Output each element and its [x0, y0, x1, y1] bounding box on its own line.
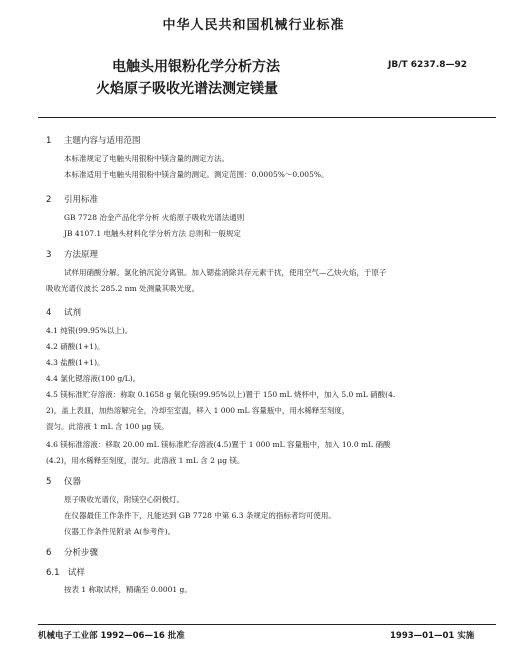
paragraph: 试样用硝酸分解。氯化钠沉淀分离银。加入锶盐消除共存元素干扰，使用空气—乙炔火焰，于原子	[64, 268, 387, 277]
paragraph: 2)，盖上表皿，加热溶解完全，冷却至室温，移入 1 000 mL 容量瓶中，用水稀释至刻度，	[46, 406, 350, 415]
section-title: 主题内容与适用范围	[64, 136, 141, 146]
paragraph: 仪器工作条件见附录 A(参考件)。	[64, 527, 176, 536]
footer-divider	[38, 624, 496, 625]
section-number: 4	[46, 308, 52, 318]
section-number: 2	[46, 195, 52, 205]
section-title: 试样	[68, 568, 86, 578]
section-heading	[46, 248, 98, 260]
document-title-line-1: 电触头用银粉化学分析方法	[112, 59, 280, 75]
section-number: 5	[46, 477, 52, 487]
paragraph: 按表 1 称取试样，精确至 0.0001 g。	[64, 585, 192, 594]
section-title: 分析步骤	[64, 548, 99, 558]
paragraph: JB 4107.1 电触头材料化学分析方法 总则和一般规定	[64, 229, 241, 238]
section-number: 3	[46, 250, 52, 260]
section-number: 1	[46, 136, 52, 146]
paragraph: 4.3 盐酸(1+1)。	[46, 358, 105, 367]
approval-date: 机械电子工业部 1992—06—16 批准	[38, 631, 185, 641]
section-title: 引用标准	[64, 195, 99, 205]
section-title: 仪器	[64, 477, 82, 487]
paragraph: 4.1 纯银(99.95%以上)。	[46, 326, 133, 335]
implementation-date: 1993—01—01 实施	[390, 631, 475, 641]
subsection-heading	[46, 566, 85, 578]
issuing-body: 中华人民共和国机械行业标准	[162, 18, 345, 33]
section-heading	[46, 134, 141, 146]
paragraph: 原子吸收光谱仪，附镁空心阴极灯。	[64, 495, 184, 504]
section-number: 6.1	[46, 568, 60, 578]
section-title: 方法原理	[64, 250, 99, 260]
paragraph: 4.5 镁标准贮存溶液：称取 0.1658 g 氧化镁(99.95%以上)置于 150 mL 烧杯中，加入 5.0 mL 硝酸(4.	[46, 390, 396, 399]
section-heading	[46, 546, 98, 558]
header-divider	[38, 117, 496, 118]
paragraph: 吸收光谱仪波长 285.2 nm 处测量其吸光度。	[46, 284, 200, 293]
paragraph: (4.2)，用水稀释至刻度，混匀。此溶液 1 mL 含 2 μg 镁。	[46, 456, 245, 465]
section-number: 6	[46, 548, 52, 558]
section-heading	[46, 193, 98, 205]
paragraph: 4.2 硝酸(1+1)。	[46, 342, 105, 351]
paragraph: 4.6 镁标准溶液：移取 20.00 mL 镁标准贮存溶液(4.5)置于 1 000 mL 容量瓶中，加入 10.0 mL 硝酸	[46, 440, 391, 449]
paragraph: 本标准适用于电触头用银粉中镁含量的测定。测定范围：0.0005%～0.005%。	[64, 170, 329, 179]
paragraph: 本标准规定了电触头用银粉中镁含量的测定方法。	[64, 154, 229, 163]
section-heading	[46, 306, 81, 318]
section-heading	[46, 475, 81, 487]
paragraph: 混匀。此溶液 1 mL 含 100 μg 镁。	[46, 422, 169, 431]
paragraph: GB 7728 冶金产品化学分析 火焰原子吸收光谱法通则	[64, 213, 245, 222]
paragraph: 4.4 氯化锶溶液(100 g/L)。	[46, 374, 141, 383]
standard-number: JB/T 6237.8—92	[388, 60, 468, 70]
paragraph: 在仪器最佳工作条件下，凡能达到 GB 7728 中第 6.3 条规定的指标者均可使用。	[64, 511, 336, 520]
document-title-line-2: 火焰原子吸收光谱法测定镁量	[96, 81, 278, 97]
section-title: 试剂	[64, 308, 82, 318]
